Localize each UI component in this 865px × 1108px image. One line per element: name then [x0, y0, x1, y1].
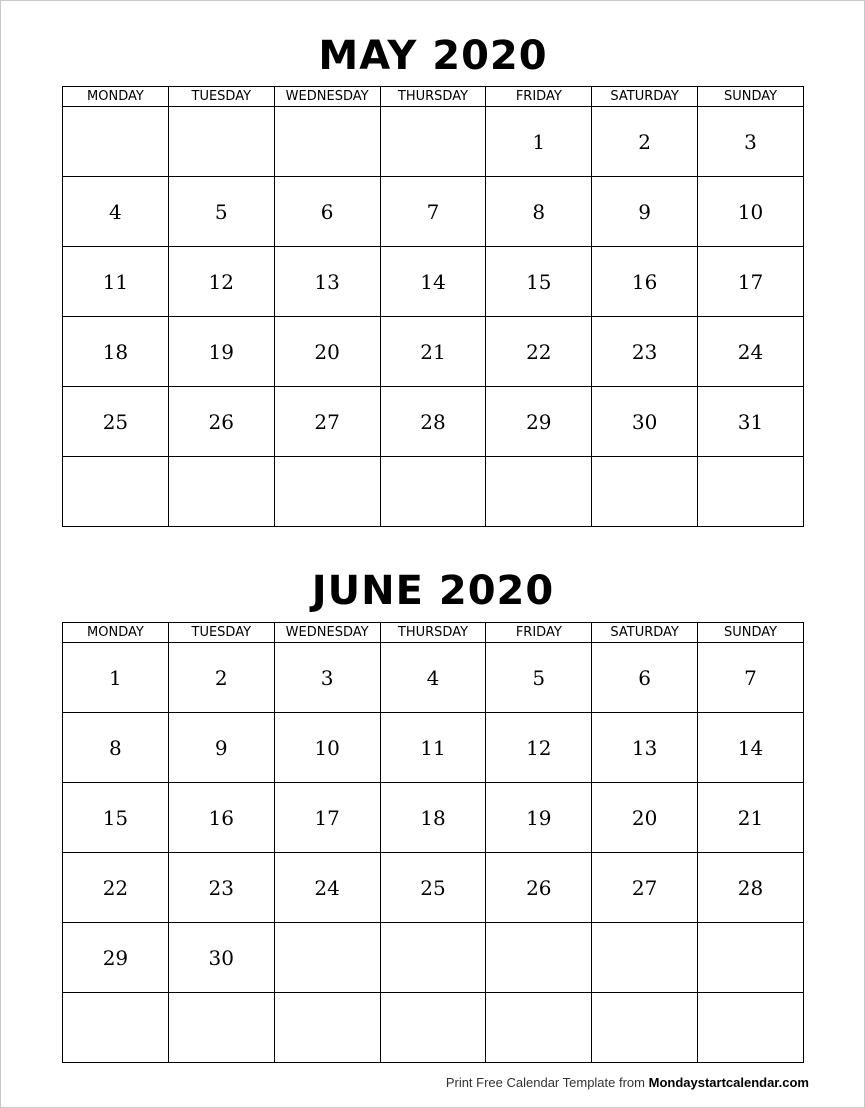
- day-cell: 13: [592, 713, 698, 783]
- weekday-header-row: [63, 87, 804, 107]
- day-cell: [380, 107, 486, 177]
- day-cell: 1: [486, 107, 592, 177]
- day-cell: [274, 923, 380, 993]
- day-cell: 16: [168, 783, 274, 853]
- weekday-header: SATURDAY: [592, 623, 698, 643]
- day-cell: 23: [168, 853, 274, 923]
- day-cell: 11: [63, 247, 169, 317]
- day-cell: 20: [274, 317, 380, 387]
- week-row: [63, 853, 804, 923]
- day-cell: 29: [63, 923, 169, 993]
- day-cell: 3: [274, 643, 380, 713]
- day-cell: 25: [63, 387, 169, 457]
- day-cell: 28: [380, 387, 486, 457]
- day-cell: 21: [380, 317, 486, 387]
- weekday-header: FRIDAY: [486, 623, 592, 643]
- calendar-june: [62, 622, 804, 1063]
- day-cell: 11: [380, 713, 486, 783]
- day-cell: 21: [698, 783, 804, 853]
- day-cell: 30: [168, 923, 274, 993]
- weekday-header: SUNDAY: [698, 87, 804, 107]
- day-cell: [486, 923, 592, 993]
- day-cell: 28: [698, 853, 804, 923]
- day-cell: [380, 993, 486, 1063]
- day-cell: 8: [63, 713, 169, 783]
- day-cell: 20: [592, 783, 698, 853]
- day-cell: 27: [274, 387, 380, 457]
- day-cell: 6: [274, 177, 380, 247]
- day-cell: 15: [486, 247, 592, 317]
- footer-credit: [446, 1075, 809, 1090]
- day-cell: 3: [698, 107, 804, 177]
- calendar-may: [62, 86, 804, 527]
- weekday-header: TUESDAY: [168, 623, 274, 643]
- day-cell: 13: [274, 247, 380, 317]
- footer-text: Print Free Calendar Template from: [445, 1075, 649, 1090]
- day-cell: 2: [592, 107, 698, 177]
- day-cell: 29: [486, 387, 592, 457]
- day-cell: 7: [380, 177, 486, 247]
- day-cell: 25: [380, 853, 486, 923]
- day-cell: 12: [168, 247, 274, 317]
- day-cell: 24: [274, 853, 380, 923]
- week-row: [63, 387, 804, 457]
- day-cell: [486, 993, 592, 1063]
- week-row: [63, 993, 804, 1063]
- day-cell: [168, 993, 274, 1063]
- month-title-june: JUNE 2020: [311, 568, 555, 614]
- day-cell: [274, 457, 380, 527]
- day-cell: 22: [486, 317, 592, 387]
- month-title-may: MAY 2020: [318, 33, 548, 79]
- day-cell: 8: [486, 177, 592, 247]
- day-cell: 15: [63, 783, 169, 853]
- day-cell: [592, 993, 698, 1063]
- week-row: [63, 783, 804, 853]
- day-cell: [698, 923, 804, 993]
- day-cell: [698, 457, 804, 527]
- day-cell: [168, 107, 274, 177]
- day-cell: 12: [486, 713, 592, 783]
- day-cell: [63, 107, 169, 177]
- day-cell: 4: [380, 643, 486, 713]
- weekday-header: TUESDAY: [168, 87, 274, 107]
- day-cell: 9: [168, 713, 274, 783]
- week-row: [63, 643, 804, 713]
- day-cell: 4: [63, 177, 169, 247]
- day-cell: [63, 993, 169, 1063]
- day-cell: 24: [698, 317, 804, 387]
- day-cell: 2: [168, 643, 274, 713]
- week-row: [63, 713, 804, 783]
- day-cell: 14: [380, 247, 486, 317]
- day-cell: 22: [63, 853, 169, 923]
- week-row: [63, 923, 804, 993]
- day-cell: [486, 457, 592, 527]
- day-cell: [168, 457, 274, 527]
- day-cell: 10: [274, 713, 380, 783]
- day-cell: [592, 923, 698, 993]
- weekday-header: WEDNESDAY: [274, 623, 380, 643]
- weekday-header: WEDNESDAY: [274, 87, 380, 107]
- day-cell: 9: [592, 177, 698, 247]
- day-cell: 1: [63, 643, 169, 713]
- footer-brand-link[interactable]: Mondaystartcalendar.com: [648, 1075, 809, 1090]
- day-cell: [274, 107, 380, 177]
- day-cell: 7: [698, 643, 804, 713]
- day-cell: 27: [592, 853, 698, 923]
- day-cell: [274, 993, 380, 1063]
- day-cell: 31: [698, 387, 804, 457]
- day-cell: 30: [592, 387, 698, 457]
- week-row: [63, 457, 804, 527]
- week-row: [63, 107, 804, 177]
- weekday-header-row: [63, 623, 804, 643]
- weekday-header: MONDAY: [63, 623, 169, 643]
- day-cell: [592, 457, 698, 527]
- day-cell: 14: [698, 713, 804, 783]
- day-cell: 26: [486, 853, 592, 923]
- day-cell: 26: [168, 387, 274, 457]
- weekday-header: MONDAY: [63, 87, 169, 107]
- day-cell: [380, 457, 486, 527]
- week-row: [63, 177, 804, 247]
- day-cell: 6: [592, 643, 698, 713]
- day-cell: 5: [168, 177, 274, 247]
- day-cell: 5: [486, 643, 592, 713]
- day-cell: 18: [380, 783, 486, 853]
- day-cell: 17: [698, 247, 804, 317]
- day-cell: 23: [592, 317, 698, 387]
- week-row: [63, 317, 804, 387]
- day-cell: 19: [486, 783, 592, 853]
- weekday-header: SATURDAY: [592, 87, 698, 107]
- day-cell: [698, 993, 804, 1063]
- day-cell: 16: [592, 247, 698, 317]
- weekday-header: THURSDAY: [380, 623, 486, 643]
- day-cell: 19: [168, 317, 274, 387]
- day-cell: 18: [63, 317, 169, 387]
- day-cell: 10: [698, 177, 804, 247]
- weekday-header: THURSDAY: [380, 87, 486, 107]
- week-row: [63, 247, 804, 317]
- day-cell: [63, 457, 169, 527]
- day-cell: 17: [274, 783, 380, 853]
- day-cell: [380, 923, 486, 993]
- weekday-header: SUNDAY: [698, 623, 804, 643]
- weekday-header: FRIDAY: [486, 87, 592, 107]
